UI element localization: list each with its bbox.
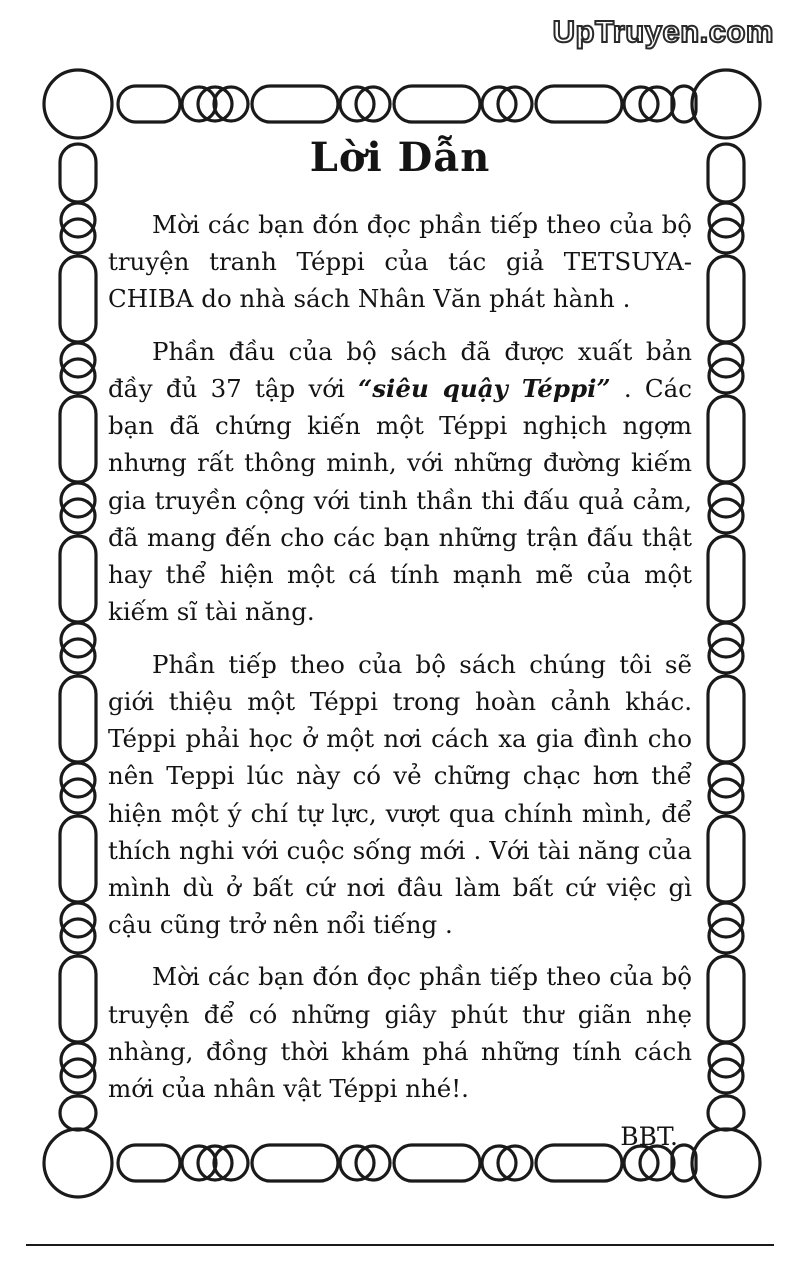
paragraph-2-rest: . Các bạn đã chứng kiến một Téppi nghịch ngợm nhưng rất thông minh, với những đường kiếm gia truyền cộng với tinh thần thi đấu quả cảm, đã mang đến cho các bạn những trận đấu thật hay thể hiện một cá tính mạnh mẽ của một kiếm sĩ tài năng. [108, 373, 692, 627]
chain-top [118, 86, 696, 122]
chain-right [708, 144, 744, 1130]
paragraph-1: Mời các bạn đón đọc phần tiếp theo của bộ truyện tranh Téppi của tác giả TETSUYA-CHIBA do nhà sách Nhân Văn phát hành . [108, 210, 692, 314]
corner-circle-top-right [692, 70, 760, 138]
paragraph-2 [108, 333, 692, 631]
site-watermark: UpTruyen.com [552, 14, 774, 49]
chain-left [60, 144, 96, 1130]
corner-circle-bottom-right [692, 1129, 760, 1197]
page-title: Lời Dẫn [309, 134, 491, 181]
preface-content [108, 134, 692, 1152]
signature: BBT. [620, 1122, 678, 1152]
paragraph-3: Phần tiếp theo của bộ sách chúng tôi sẽ giới thiệu một Téppi trong hoàn cảnh khác. Téppi phải học ở một nơi cách xa gia đình cho nên Teppi lúc này có vẻ chững chạc hơn thể hiện một ý chí tự lực, vượt qua chính mình, để thích nghi với cuộc sống mới . Với tài năng của mình dù ở bất cứ nơi đâu làm bất cứ việc gì cậu cũng trở nên nổi tiếng . [108, 649, 692, 940]
page-bottom-rule [26, 1244, 774, 1246]
paragraph-2-lead: Phần đầu của bộ sách đã được xuất bản đầy đủ 37 tập với [108, 336, 692, 403]
corner-circle-bottom-left [44, 1129, 112, 1197]
corner-circle-top-left [44, 70, 112, 138]
paragraph-4: Mời các bạn đón đọc phần tiếp theo của bộ truyện để có những giây phút thư giãn nhẹ nhàng, đồng thời khám phá những tính cách mới của nhân vật Téppi nhé!. [108, 962, 692, 1104]
paragraph-2-emphasis: “siêu quậy Téppi” [358, 373, 611, 403]
